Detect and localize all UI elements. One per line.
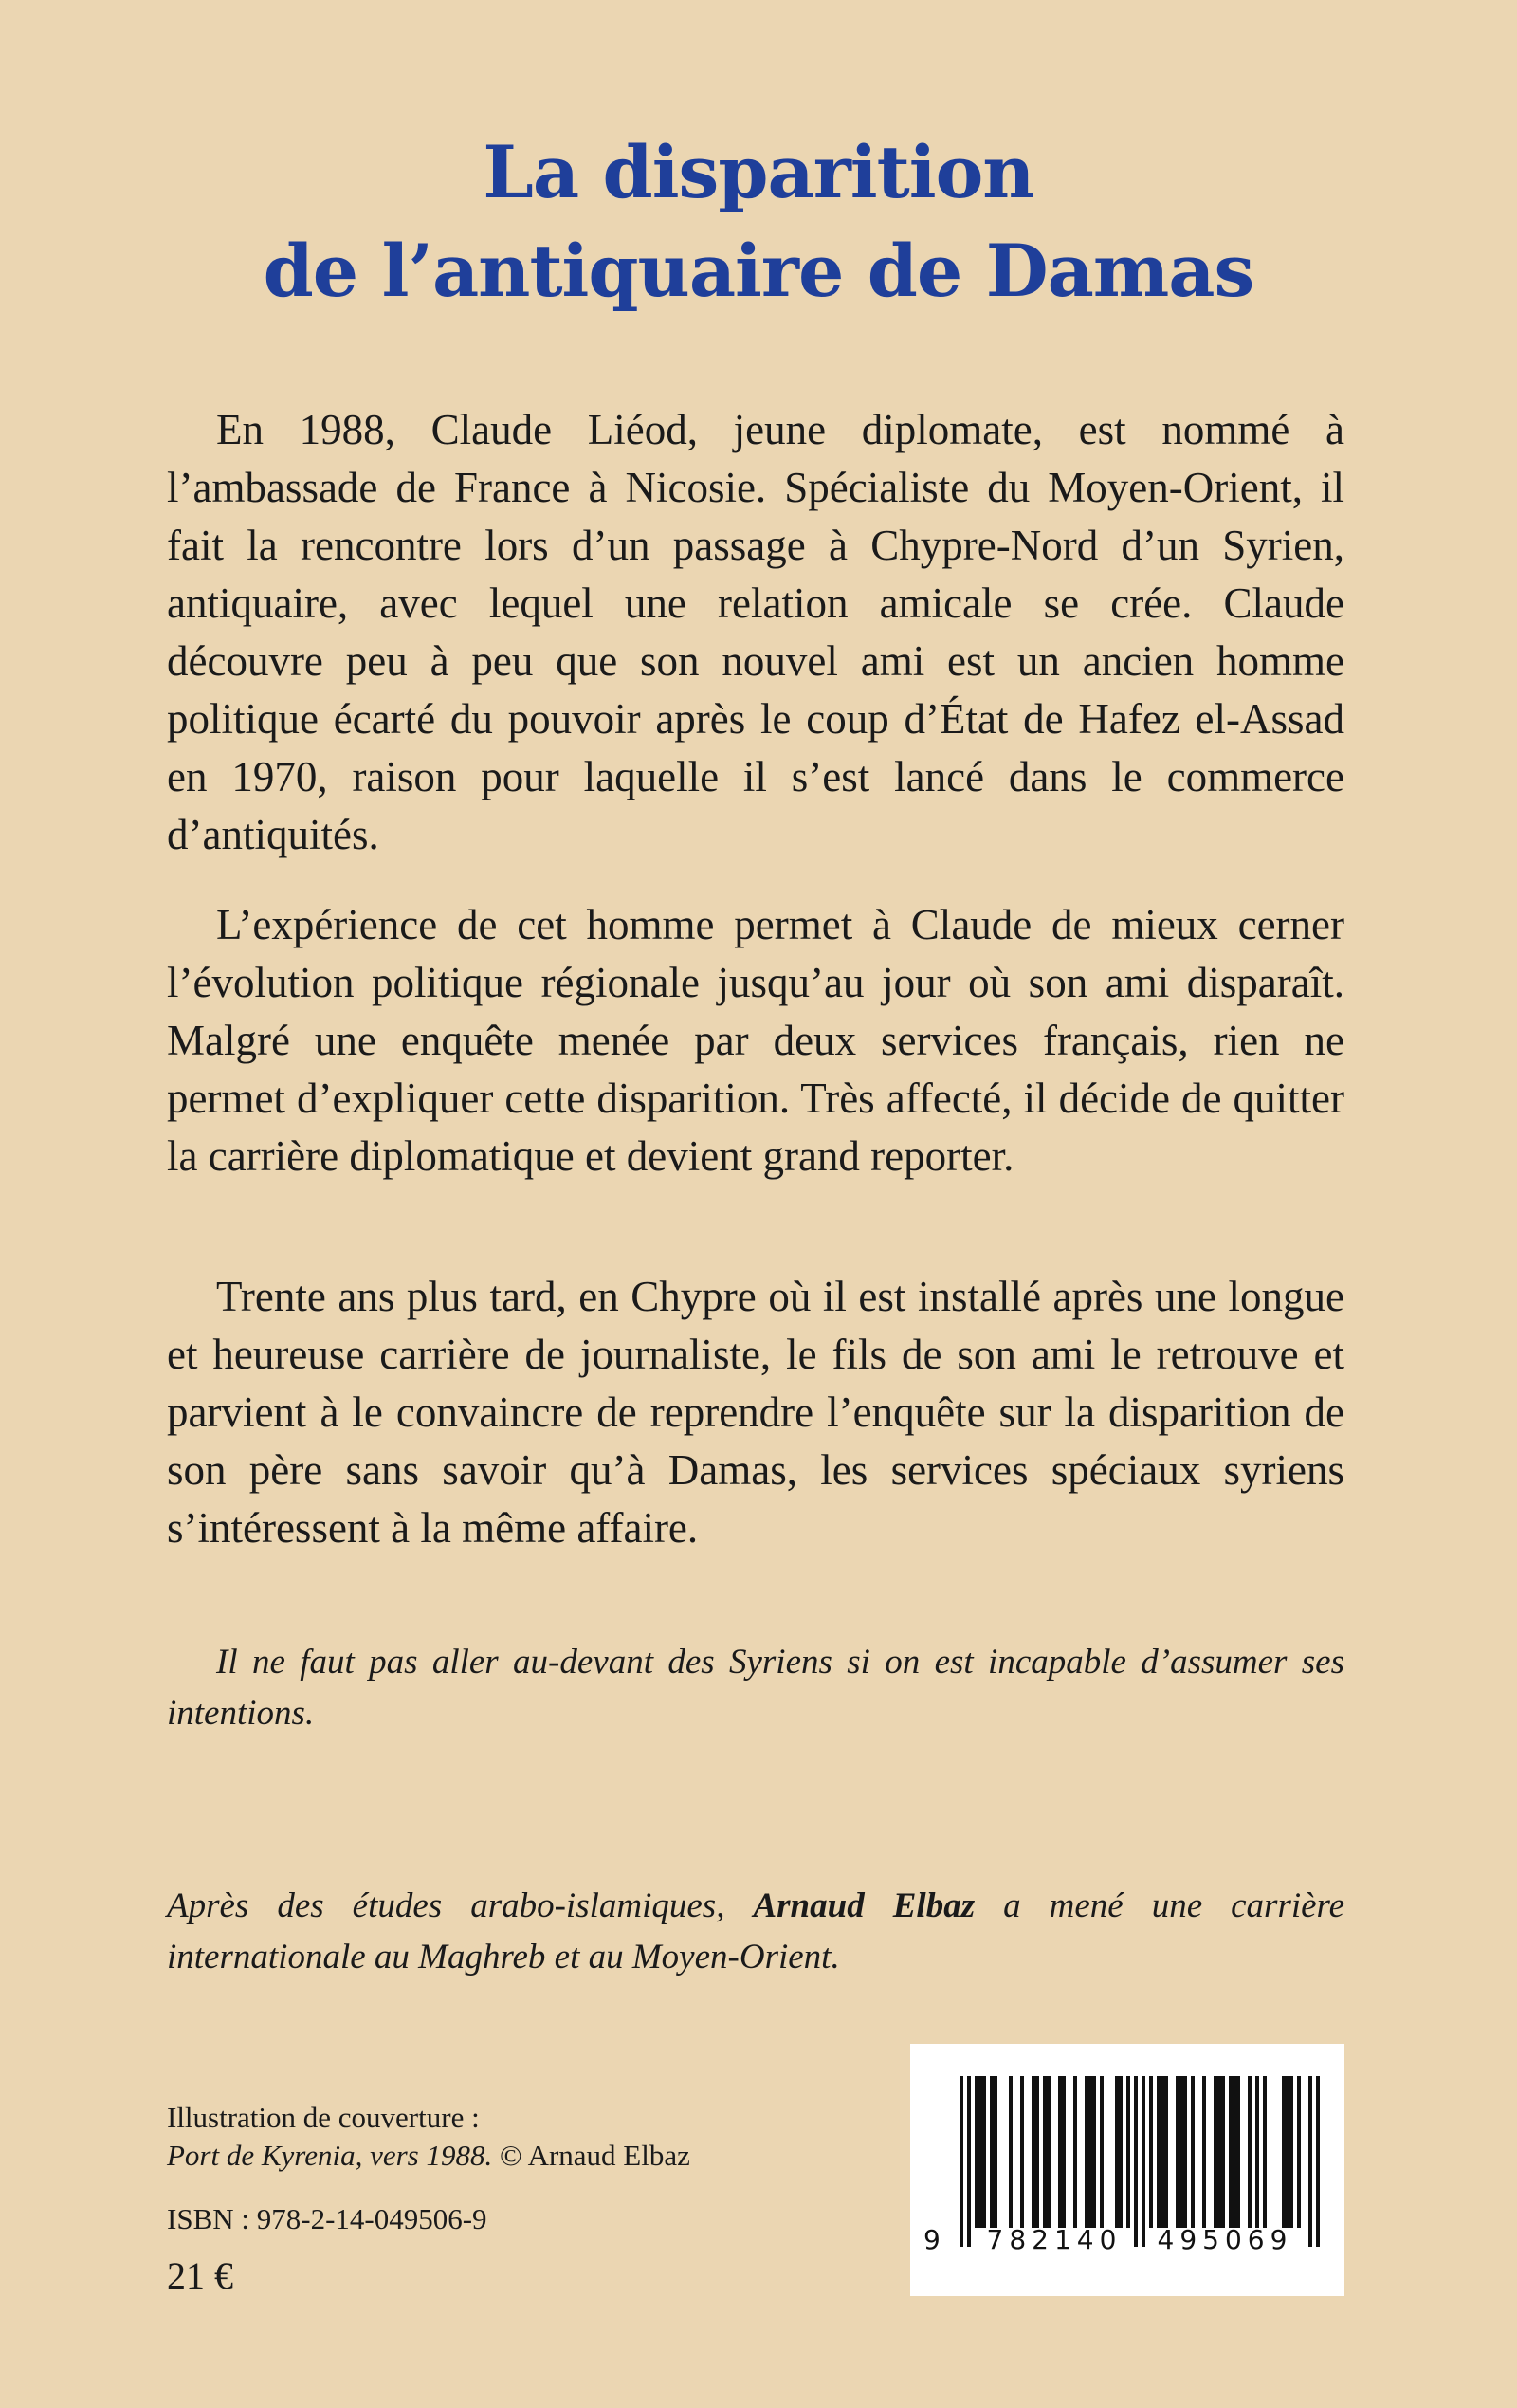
book-title	[0, 123, 1517, 321]
barcode-bar	[1282, 2076, 1286, 2228]
barcode-bar	[1100, 2076, 1104, 2228]
author-bio-intro: Après des études arabo-islamiques,	[167, 1886, 754, 1925]
barcode-bar	[1062, 2076, 1066, 2228]
barcode-bar	[1176, 2076, 1179, 2228]
barcode-bar	[1126, 2076, 1130, 2228]
barcode-bar	[1164, 2076, 1168, 2228]
barcode-bar	[1020, 2076, 1024, 2228]
barcode-bar	[967, 2076, 971, 2247]
barcode-bar	[1297, 2076, 1301, 2228]
barcode-bar	[982, 2076, 986, 2228]
barcode-bar	[1035, 2076, 1039, 2228]
barcode-bar	[1191, 2076, 1195, 2228]
barcode-bar	[1255, 2076, 1259, 2228]
synopsis-paragraph-3: Trente ans plus tard, en Chypre où il est installé après une longue et heureuse carrière de journaliste, le fils de son ami le retrouve et parvient à le convaincre de reprendre l’enquête sur la disparition de son père sans savoir qu’à Damas, les services spéciaux syriens s’intéressent à la même affaire.	[167, 1273, 1344, 1552]
barcode-bar	[1183, 2076, 1187, 2228]
barcode-bar	[1229, 2076, 1233, 2228]
barcode-bar	[990, 2076, 994, 2228]
barcode-bar	[1073, 2076, 1077, 2228]
title-line-1: La disparition	[483, 130, 1034, 214]
isbn: ISBN : 978-2-14-049506-9	[167, 2202, 487, 2235]
barcode-digits	[910, 2224, 1344, 2262]
barcode-digit-group-2: 495069	[1157, 2224, 1293, 2255]
barcode-bar	[1233, 2076, 1236, 2228]
credits-label: Illustration de couverture :	[167, 2101, 480, 2134]
cover-credits	[167, 2099, 690, 2175]
barcode-bar	[1009, 2076, 1013, 2228]
credits-line	[167, 2137, 690, 2175]
barcode-bar	[1149, 2076, 1153, 2228]
barcode-bar	[1085, 2076, 1088, 2228]
barcode-bar	[1119, 2076, 1123, 2228]
barcode-bar	[1263, 2076, 1267, 2228]
credits-work: Port de Kyrenia, vers 1988.	[167, 2139, 493, 2172]
barcode-bar	[1134, 2076, 1138, 2247]
barcode-bar	[960, 2076, 963, 2247]
barcode-bar	[1092, 2076, 1096, 2228]
barcode-digit-group-1: 782140	[986, 2224, 1123, 2255]
author-bio-rest: a mené une carrière internationale au Maghreb et au Moyen-Orient.	[167, 1886, 1345, 1976]
barcode-bar	[1248, 2076, 1252, 2228]
synopsis-paragraph-1: En 1988, Claude Liéod, jeune diplomate, est nommé à l’ambassade de France à Nicosie. Spécialiste du Moyen-Orient, il fait la rencontre lors d’un passage à Chypre-Nord d’un Syrien, antiquaire, avec lequel une relation amicale se crée. Claude découvre peu à peu que son nouvel ami est un ancien homme politique écarté du pouvoir après le coup d’État de Hafez el-Assad en 1970, raison pour laquelle il s’est lancé dans le commerce d’antiquités.	[167, 406, 1344, 858]
barcode	[910, 2044, 1344, 2296]
barcode-bar	[1157, 2076, 1161, 2228]
barcode-bar	[1316, 2076, 1320, 2247]
author-name: Arnaud Elbaz	[753, 1886, 976, 1925]
barcode-bar	[1179, 2076, 1183, 2228]
barcode-bar	[1088, 2076, 1092, 2228]
barcode-bar	[1115, 2076, 1119, 2228]
author-bio	[167, 1881, 1344, 1983]
price: 21 €	[167, 2254, 233, 2297]
barcode-bar	[1058, 2076, 1062, 2228]
barcode-bar	[1047, 2076, 1051, 2228]
epigraph-quote: Il ne faut pas aller au-devant des Syriens si on est incapable d’assumer ses intentions.	[167, 1643, 1344, 1733]
barcode-bar	[1289, 2076, 1293, 2228]
title-line-2: de l’antiquaire de Damas	[263, 229, 1254, 313]
barcode-bar	[1236, 2076, 1240, 2228]
credits-copyright: © Arnaud Elbaz	[492, 2139, 690, 2172]
barcode-bar	[975, 2076, 978, 2228]
barcode-bar	[1308, 2076, 1312, 2247]
barcode-bar	[1032, 2076, 1035, 2228]
barcode-bar	[1202, 2076, 1206, 2228]
barcode-bar	[1286, 2076, 1289, 2228]
barcode-bar	[978, 2076, 982, 2228]
synopsis-paragraph-2: L’expérience de cet homme permet à Claude de mieux cerner l’évolution politique régionale jusqu’au jour où son ami disparaît. Malgré une enquête menée par deux services français, rien ne permet d’expliquer cette disparition. Très affecté, il décide de quitter la carrière diplomatique et devient grand reporter.	[167, 901, 1344, 1180]
barcode-bar	[1161, 2076, 1164, 2228]
barcode-bar	[1214, 2076, 1217, 2228]
barcode-bar	[1217, 2076, 1221, 2228]
barcode-bar	[1221, 2076, 1225, 2228]
barcode-bar	[1043, 2076, 1047, 2228]
barcode-digit-lead: 9	[923, 2224, 941, 2255]
barcode-bar	[994, 2076, 997, 2228]
barcode-bar	[1142, 2076, 1145, 2247]
